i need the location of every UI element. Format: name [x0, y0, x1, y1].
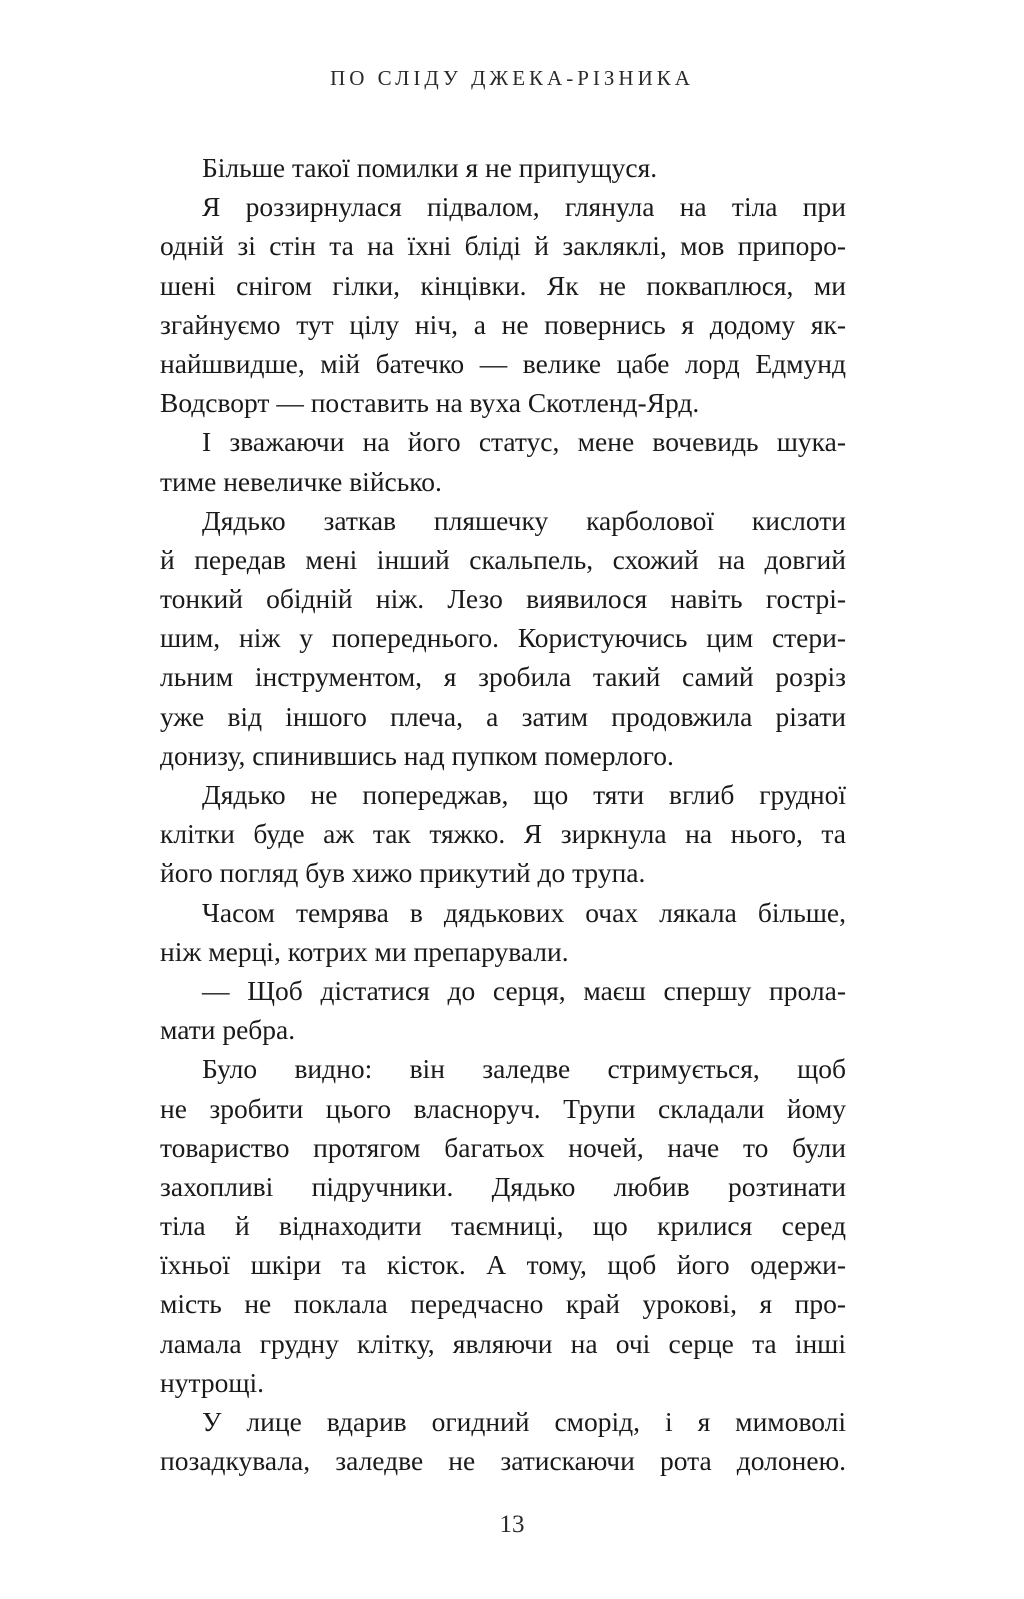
- text-line: мість не поклала передчасно край урокові, я про-: [160, 1288, 846, 1320]
- text-line: Більше такої помилки я не припущуся.: [202, 152, 658, 183]
- running-header: ПО СЛІДУ ДЖЕКА-РІЗНИКА: [330, 66, 694, 90]
- text-line: позадкувала, заледве не затискаючи рота долонею.: [160, 1445, 846, 1477]
- text-line: уже від іншого плеча, а затим продовжила різати: [160, 700, 846, 732]
- text-line: його погляд був хижо прикутий до трупа.: [160, 857, 646, 889]
- text-line: ламала грудну клітку, являючи на очі серце та інші: [160, 1327, 846, 1359]
- text-line: мати ребра.: [160, 1014, 296, 1046]
- text-line: ніж мерці, котрих ми препарували.: [160, 935, 569, 967]
- text-line: І зважаючи на його статус, мене вочевидь шука-: [202, 426, 846, 458]
- text-line: Було видно: він заледве стримується, щоб: [202, 1053, 846, 1085]
- text-line: донизу, спинившись над пупком померлого.: [160, 739, 674, 771]
- text-line: Водсворт — поставить на вуха Скотленд-Ярд.: [160, 387, 700, 419]
- text-line: У лице вдарив огидний сморід, і я мимоволі: [202, 1406, 846, 1437]
- text-line: шим, ніж у попереднього. Користуючись цим стери-: [160, 622, 846, 654]
- text-line: не зробити цього власноруч. Трупи складали йому: [160, 1092, 846, 1124]
- text-line: тонкий обідній ніж. Лезо виявилося навіть гострі-: [160, 583, 846, 615]
- text-line: Я роззирнулася підвалом, глянула на тіла при: [202, 191, 846, 223]
- text-line: їхньої шкіри та кісток. А тому, щоб його одержи-: [160, 1249, 846, 1281]
- text-line: шені снігом гілки, кінцівки. Як не покваплюся, ми: [160, 269, 846, 301]
- text-line: — Щоб дістатися до серця, маєш спершу прола-: [202, 974, 846, 1006]
- text-line: клітки буде аж так тяжко. Я зиркнула на нього, та: [160, 818, 846, 850]
- text-line: згайнуємо тут цілу ніч, а не повернись я додому як-: [160, 308, 846, 340]
- text-line: нутрощі.: [160, 1366, 265, 1398]
- text-line: захопливі підручники. Дядько любив розтинати: [160, 1170, 846, 1202]
- text-line: Дядько не попереджав, що тяти вглиб грудної: [202, 779, 846, 810]
- text-line: одній зі стін та на їхні бліді й закляклі, мов припоро-: [160, 230, 846, 262]
- text-line: льним інструментом, я зробила такий самий розріз: [160, 661, 846, 693]
- text-line: найшвидше, мій батечко — велике цабе лорд Едмунд: [160, 347, 846, 379]
- text-line: Часом темрява в дядькових очах лякала більше,: [202, 896, 846, 928]
- text-line: й передав мені інший скальпель, схожий на довгий: [160, 543, 846, 575]
- text-line: Дядько заткав пляшечку карболової кислоти: [202, 504, 846, 536]
- text-line: товариство протягом багатьох ночей, наче то були: [160, 1131, 846, 1163]
- text-line: тіла й віднаходити таємниці, що крилися серед: [160, 1210, 846, 1242]
- page-number: 13: [499, 1511, 525, 1538]
- text-line: тиме невеличке військо.: [160, 465, 442, 497]
- page-body-text: [160, 148, 846, 1480]
